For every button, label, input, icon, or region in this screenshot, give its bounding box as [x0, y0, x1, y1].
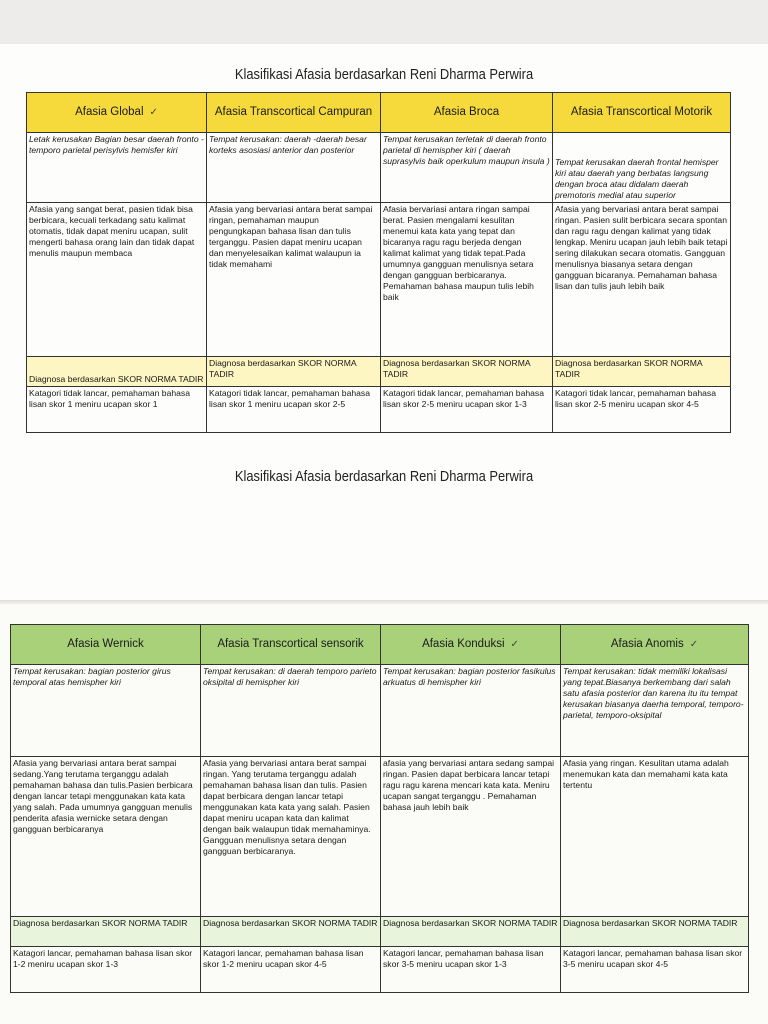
category-cell: Katagori lancar, pemahaman bahasa lisan skor 1-2 meniru ucapan skor 1-3 [11, 947, 201, 993]
description-cell: afasia yang bervariasi antara sedang sampai ringan. Pasien dapat berbicara lancar tetapi ragu ragu karena mencari kata kata. Meniru ucapan sangat terganggu . Pemahaman bahasa jauh lebih baik [381, 757, 561, 917]
diagnosis-cell: Diagnosa berdasarkan SKOR NORMA TADIR [27, 357, 207, 387]
header-row [27, 93, 731, 133]
aphasia-table-two [10, 624, 749, 993]
location-cell: Tempat kerusakan: bagian posterior fasikulus arkuatus di hemispher kiri [381, 665, 561, 757]
diagnosis-cell: Diagnosa berdasarkan SKOR NORMA TADIR [561, 917, 749, 947]
description-row [27, 203, 731, 357]
header-afasia-broca: Afasia Broca [381, 93, 553, 133]
description-cell: Afasia yang bervariasi antara berat sampai sedang.Yang terutama terganggu adalah pemahaman bahasa dan tulis.Pasien berbicara dengan lancar tetapi menggunakan kata kata yang salah. Pada umumnya gangguan menulis penderita afasia wernicke setara dengan gangguan berbicaranya [11, 757, 201, 917]
location-row [11, 665, 749, 757]
location-cell: Letak kerusakan Bagian besar daerah fronto - temporo parietal perisylvis hemisfer kiri [27, 133, 207, 203]
header-transcortical-motorik: Afasia Transcortical Motorik [553, 93, 731, 133]
location-cell: Tempat kerusakan: bagian posterior girus temporal atas hemispher kiri [11, 665, 201, 757]
location-cell: Tempat kerusakan: tidak memiliki lokalisasi yang tepat.Biasanya berkembang dari salah satu afasia posterior dan karena itu itu tempat kerusakan biasanya daerha temporal, temporo-parietal, temporo-oksipital [561, 665, 749, 757]
category-cell: Katagori lancar, pemahaman bahasa lisan skor 3-5 meniru ucapan skor 1-3 [381, 947, 561, 993]
diagnosis-row [27, 357, 731, 387]
header-afasia-anomis: Afasia Anomis ✓ [561, 625, 749, 665]
aphasia-table-one [26, 92, 731, 433]
description-cell: Afasia yang bervariasi antara berat sampai ringan. Yang terutama terganggu adalah pemahaman bahasa lisan dan tulis. Pasien dapat berbicara dengan lancar tetapi menggunakan kata kata yang salah. Pasien dapat meniru ucapan kata dan kalimat dengan baik walaupun tidak memahaminya. Gangguan menulisnya setara dengan gangguan berbicaranya. [201, 757, 381, 917]
category-cell: Katagori tidak lancar, pemahaman bahasa lisan skor 2-5 meniru ucapan skor 1-3 [381, 387, 553, 433]
category-row [27, 387, 731, 433]
footer-title: Klasifikasi Afasia berdasarkan Reni Dharma Perwira [234, 468, 534, 485]
header-afasia-global: Afasia Global ✓ [27, 93, 207, 133]
header-transcortical-sensorik: Afasia Transcortical sensorik [201, 625, 381, 665]
header-afasia-wernick: Afasia Wernick [11, 625, 201, 665]
location-cell: Tempat kerusakan: di daerah temporo parieto oksipital di hemispher kiri [201, 665, 381, 757]
description-cell: Afasia yang bervariasi antara berat sampai ringan, pemahaman maupun pengungkapan bahasa lisan dan tulis terganggu. Pasien dapat meniru ucapan dan menyelesaikan kalimat walaupun ia tidak memahami [207, 203, 381, 357]
location-cell: Tempat kerusakan terletak di daerah fronto parietal di hemispher kiri ( daerah suprasylvis baik operkulum maupun insula ) [381, 133, 553, 203]
category-cell: Katagori lancar, pemahaman bahasa lisan skor 3-5 meniru ucapan skor 4-5 [561, 947, 749, 993]
category-cell: Katagori tidak lancar, pemahaman bahasa lisan skor 1 meniru ucapan skor 2-5 [207, 387, 381, 433]
diagnosis-cell: Diagnosa berdasarkan SKOR NORMA TADIR [381, 917, 561, 947]
diagnosis-cell: Diagnosa berdasarkan SKOR NORMA TADIR [381, 357, 553, 387]
description-cell: Afasia yang ringan. Kesulitan utama adalah menemukan kata dan memahami kata kata tertentu [561, 757, 749, 917]
check-mark-icon: ✓ [510, 639, 519, 650]
description-cell: Afasia yang sangat berat, pasien tidak bisa berbicara, kecuali terkadang satu kalimat otomatis, tidak dapat meniru ucapan, sulit mengerti bahasa orang lain dan tidak dapat menulis maupun membaca [27, 203, 207, 357]
location-cell: Tempat kerusakan daerah frontal hemisper kiri atau daerah yang berbatas langsung dengan broca atau didalam daerah premotoris medial atau superior [553, 133, 731, 203]
diagnosis-cell: Diagnosa berdasarkan SKOR NORMA TADIR [553, 357, 731, 387]
header-transcortical-campuran: Afasia Transcortical Campuran [207, 93, 381, 133]
check-mark-icon: ✓ [689, 639, 699, 650]
category-cell: Katagori lancar, pemahaman bahasa lisan skor 1-2 meniru ucapan skor 4-5 [201, 947, 381, 993]
check-mark-icon: ✓ [149, 107, 158, 118]
header-afasia-konduksi: Afasia Konduksi ✓ [381, 625, 561, 665]
category-cell: Katagori tidak lancar, pemahaman bahasa lisan skor 2-5 meniru ucapan skor 4-5 [553, 387, 731, 433]
category-row [11, 947, 749, 993]
page-one [0, 44, 768, 600]
description-cell: Afasia bervariasi antara ringan sampai berat. Pasien mengalami kesulitan menemui kata kata yang tepat dan bicaranya ragu ragu berjeda dengan kalimat kalimat yang tidak tepat.Pada umumnya gangguan menulisnya setara dengan gangguan berbicaranya. Pemahaman bahasa maupun tulis lebih baik [381, 203, 553, 357]
description-cell: Afasia yang bervariasi antara berat sampai ringan. Pasien sulit berbicara secara spontan dan ragu ragu dengan kalimat yang tidak lengkap. Meniru ucapan jauh lebih baik tetapi sering dilakukan secara otomatis. Gangguan menulisnya biasanya setara dengan gangguan bicaranya. Pemahaman bahasa lisan dan tulis jauh lebih baik [553, 203, 731, 357]
category-cell: Katagori tidak lancar, pemahaman bahasa lisan skor 1 meniru ucapan skor 1 [27, 387, 207, 433]
diagnosis-row [11, 917, 749, 947]
page-title: Klasifikasi Afasia berdasarkan Reni Dharma Perwira [234, 66, 534, 83]
diagnosis-cell: Diagnosa berdasarkan SKOR NORMA TADIR [207, 357, 381, 387]
page-two [0, 604, 768, 1024]
description-row [11, 757, 749, 917]
diagnosis-cell: Diagnosa berdasarkan SKOR NORMA TADIR [11, 917, 201, 947]
location-row [27, 133, 731, 203]
location-cell: Tempat kerusakan: daerah -daerah besar korteks asosiasi anterior dan posterior [207, 133, 381, 203]
diagnosis-cell: Diagnosa berdasarkan SKOR NORMA TADIR [201, 917, 381, 947]
header-row [11, 625, 749, 665]
